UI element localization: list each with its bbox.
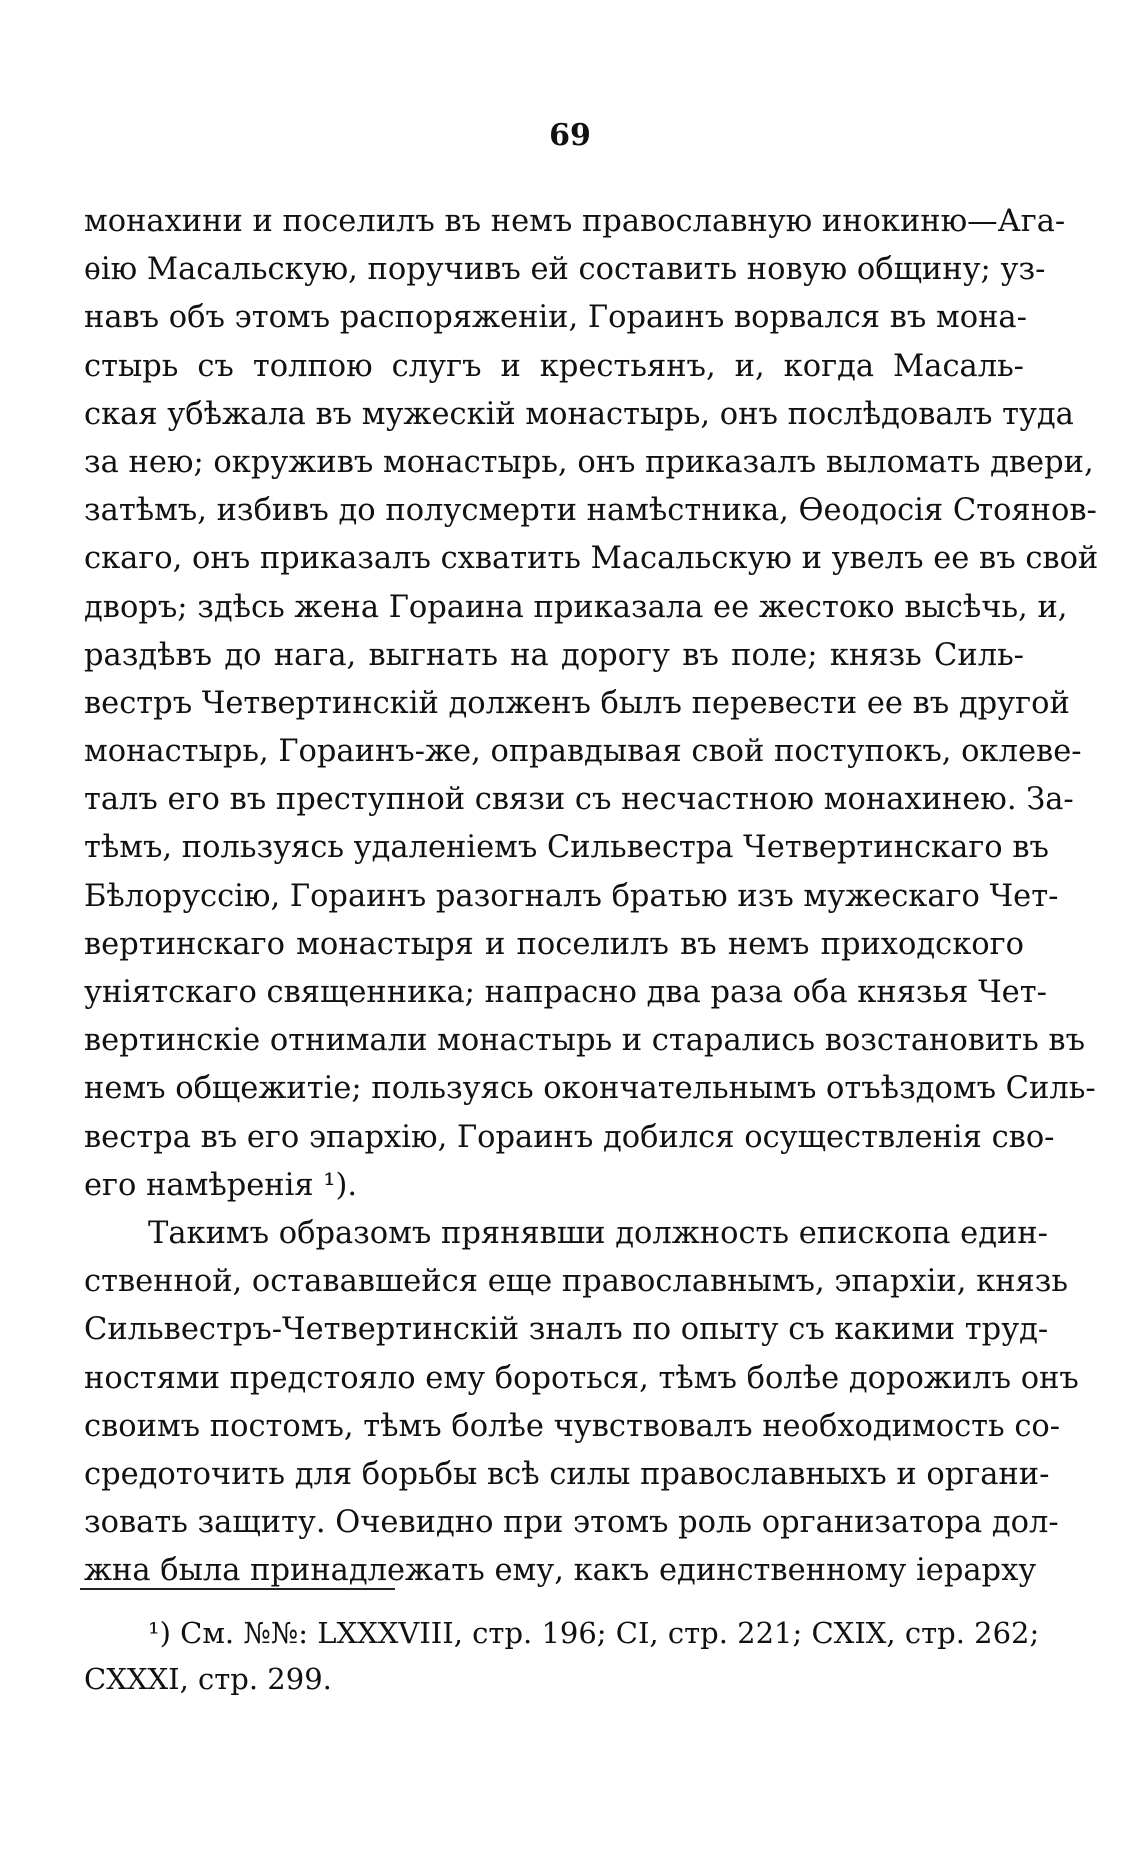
- text-line: за нею; окруживъ монастырь, онъ приказалъ выломать двери,: [84, 444, 1094, 480]
- text-line: зовать защиту. Очевидно при этомъ роль организатора дол-: [84, 1505, 1059, 1541]
- text-line: монахини и поселилъ въ немъ православную инокиню—Ага-: [84, 204, 1066, 239]
- text-line: вертинскiе отнимали монастырь и старались возстановить въ: [84, 1023, 1085, 1059]
- text-line: жна была принадлежать ему, какъ единственному iерарху: [84, 1553, 1037, 1589]
- text-line: стырь съ толпою слугъ и крестьянъ, и, когда Масаль-: [84, 348, 1024, 384]
- footnote-divider: [80, 1588, 395, 1590]
- text-line: средоточить для борьбы всѣ силы православныхъ и органи-: [84, 1456, 1050, 1492]
- main-text: [84, 198, 1099, 1595]
- text-line: ностями предстояло ему бороться, тѣмъ болѣе дорожилъ онъ: [84, 1360, 1079, 1396]
- text-line: ѳiю Масальскую, поручивъ ей составить новую общину; уз-: [84, 252, 1046, 288]
- text-line: затѣмъ, избивъ до полусмерти намѣстника, Ѳеодосiя Стоянов-: [84, 493, 1097, 529]
- text-line: вестра въ его эпархiю, Гораинъ добился осуществленiя сво-: [84, 1119, 1055, 1155]
- footnote-line: CXXXI, стр. 299.: [84, 1662, 332, 1696]
- text-line: ственной, остававшейся еще православнымъ, эпархiи, князь: [84, 1264, 1069, 1300]
- footnote-line: ¹) См. №№: LXXXVIII, стр. 196; CI, стр. 221; CXIX, стр. 262;: [148, 1616, 1040, 1650]
- text-line: навъ объ этомъ распоряженiи, Гораинъ ворвался въ мона-: [84, 300, 1027, 336]
- paragraph-start-line: Такимъ образомъ прянявши должность епископа един-: [148, 1215, 1048, 1251]
- page-number: 69: [549, 118, 591, 153]
- text-line: ская убѣжала въ мужескiй монастырь, онъ послѣдовалъ туда: [84, 396, 1074, 432]
- text-line: немъ общежитiе; пользуясь окончательнымъ отъѣздомъ Силь-: [84, 1071, 1096, 1107]
- text-line: унiятскаго священника; напрасно два раза оба князья Чет-: [84, 975, 1047, 1010]
- text-line: раздѣвъ до нага, выгнать на дорогу въ поле; князь Силь-: [84, 637, 1024, 673]
- footnote-block: [84, 1610, 1040, 1702]
- text-line: тѣмъ, пользуясь удаленiемъ Сильвестра Четвертинскаго въ: [84, 830, 1049, 866]
- text-line: скаго, онъ приказалъ схватить Масальскую и увелъ ее въ свой: [84, 541, 1099, 577]
- text-line: своимъ постомъ, тѣмъ болѣе чувствовалъ необходимость со-: [84, 1408, 1061, 1444]
- text-line: монастырь, Гораинъ-же, оправдывая свой поступокъ, оклеве-: [84, 734, 1082, 770]
- text-line: Бѣлоруссiю, Гораинъ разогналъ братью изъ мужескаго Чет-: [84, 878, 1059, 914]
- text-line: вертинскаго монастыря и поселилъ въ немъ приходского: [84, 926, 1024, 962]
- text-line: Сильвестръ-Четвертинскiй зналъ по опыту съ какими труд-: [84, 1312, 1049, 1348]
- text-line: дворъ; здѣсь жена Гораина приказала ее жестоко высѣчь, и,: [84, 589, 1068, 625]
- text-line: вестръ Четвертинскiй долженъ былъ перевести ее въ другой: [84, 685, 1070, 721]
- text-line: талъ его въ преступной связи съ несчастною монахинею. За-: [84, 782, 1074, 818]
- paragraph-end-line: его намѣренiя ¹).: [84, 1167, 358, 1203]
